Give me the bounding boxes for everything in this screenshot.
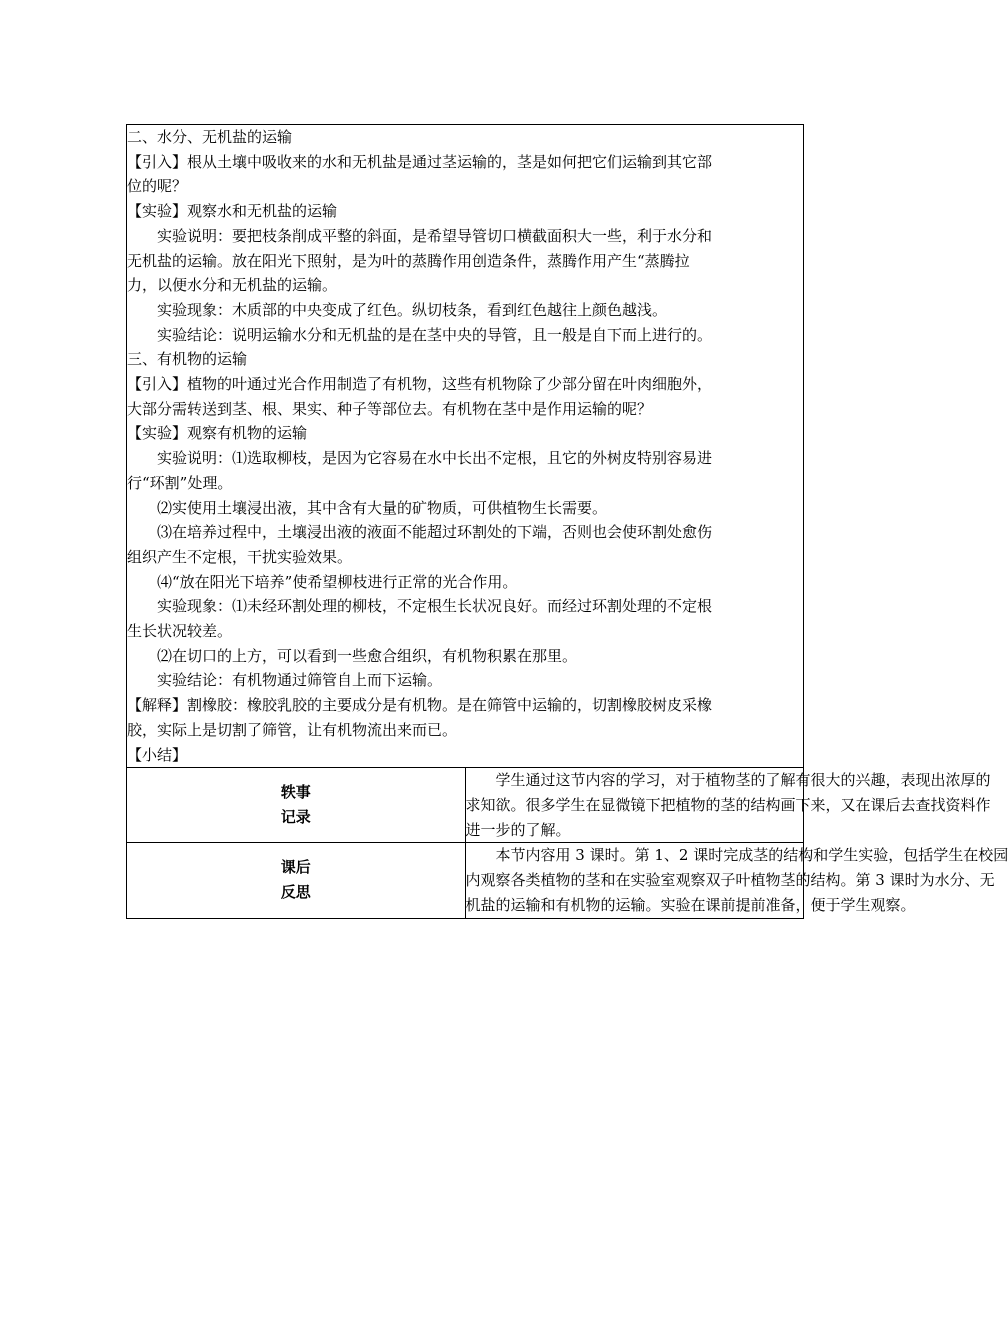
reflection-label-line-2: 反思 — [280, 883, 311, 902]
anecdote-label-line-2: 记录 — [280, 808, 311, 827]
text-line: ⑵实使用土壤浸出液，其中含有大量的矿物质，可供植物生长需要。 — [157, 498, 608, 517]
text-line: 力，以便水分和无机盐的运输。 — [127, 276, 338, 295]
text-line: 二、水分、无机盐的运输 — [127, 128, 293, 146]
text-line: 【实验】观察有机物的运输 — [127, 424, 308, 443]
reflection-row — [127, 843, 804, 918]
text-line: 三、有机物的运输 — [127, 350, 248, 369]
reflection-line: 机盐的运输和有机物的运输。实验在课前提前准备，便于学生观察。 — [465, 895, 916, 914]
reflection-label — [127, 843, 466, 918]
text-line: 实验现象：木质部的中央变成了红色。纵切枝条，看到红色越往上颜色越浅。 — [157, 300, 668, 319]
text-line: 【引入】植物的叶通过光合作用制造了有机物，这些有机物除了少部分留在叶肉细胞外， — [127, 375, 713, 394]
text-line: 大部分需转送到茎、根、果实、种子等部位去。有机物在茎中是作用运输的呢？ — [127, 399, 653, 418]
anecdote-line: 进一步的了解。 — [465, 820, 571, 839]
text-line: ⑶在培养过程中，土壤浸出液的液面不能超过环割处的下端，否则也会使环割处愈伤 — [157, 523, 713, 542]
reflection-line: 内观察各类植物的茎和在实验室观察双子叶植物茎的结构。第 3 课时为水分、无 — [465, 871, 995, 890]
anecdote-label — [127, 768, 466, 843]
text-line: 【引入】根从土壤中吸收来的水和无机盐是通过茎运输的，茎是如何把它们运输到其它部 — [127, 152, 713, 171]
reflection-label-line-1: 课后 — [280, 858, 311, 877]
text-line: 【小结】 — [127, 745, 188, 764]
main-row — [127, 125, 804, 768]
reflection-line: 本节内容用 3 课时。第 1、2 课时完成茎的结构和学生实验，包括学生在校园 — [495, 846, 1008, 865]
text-line: 行“环割”处理。 — [127, 473, 233, 492]
text-line: 无机盐的运输。放在阳光下照射，是为叶的蒸腾作用创造条件，蒸腾作用产生“蒸腾拉 — [127, 251, 690, 270]
text-line: 【解释】割橡胶：橡胶乳胶的主要成分是有机物。是在筛管中运输的，切割橡胶树皮采橡 — [127, 696, 713, 715]
text-line: 胶，实际上是切割了筛管，让有机物流出来而已。 — [127, 720, 458, 739]
text-line: 实验说明：⑴选取柳枝，是因为它容易在水中长出不定根，且它的外树皮特别容易进 — [157, 449, 713, 468]
anecdote-label-line-1: 轶事 — [280, 783, 311, 802]
text-line: 位的呢？ — [127, 177, 188, 196]
lesson-table — [126, 124, 1008, 919]
reflection-content — [465, 843, 1008, 918]
main-content — [127, 125, 803, 767]
text-line: ⑵在切口的上方，可以看到一些愈合组织，有机物积累在那里。 — [157, 646, 578, 665]
anecdote-line: 学生通过这节内容的学习，对于植物茎的了解有很大的兴趣，表现出浓厚的 — [495, 771, 991, 790]
anecdote-content — [465, 768, 991, 843]
text-line: 生长状况较差。 — [127, 622, 233, 641]
text-line: 实验结论：说明运输水分和无机盐的是在茎中央的导管，且一般是自下而上进行的。 — [157, 325, 713, 344]
text-line: 组织产生不定根，干扰实验效果。 — [127, 547, 353, 566]
main-content-cell — [127, 125, 804, 768]
text-line: 实验说明：要把枝条削成平整的斜面，是希望导管切口横截面积大一些，利于水分和 — [157, 226, 713, 245]
text-line: ⑷“放在阳光下培养”使希望柳枝进行正常的光合作用。 — [157, 572, 518, 591]
text-line: 实验结论：有机物通过筛管自上而下运输。 — [157, 671, 443, 690]
text-line: 【实验】观察水和无机盐的运输 — [127, 202, 338, 221]
anecdote-line: 求知欲。很多学生在显微镜下把植物的茎的结构画下来，又在课后去查找资料作 — [465, 795, 991, 814]
text-line: 实验现象：⑴未经环割处理的柳枝，不定根生长状况良好。而经过环割处理的不定根 — [157, 597, 713, 616]
anecdote-row — [127, 768, 804, 843]
